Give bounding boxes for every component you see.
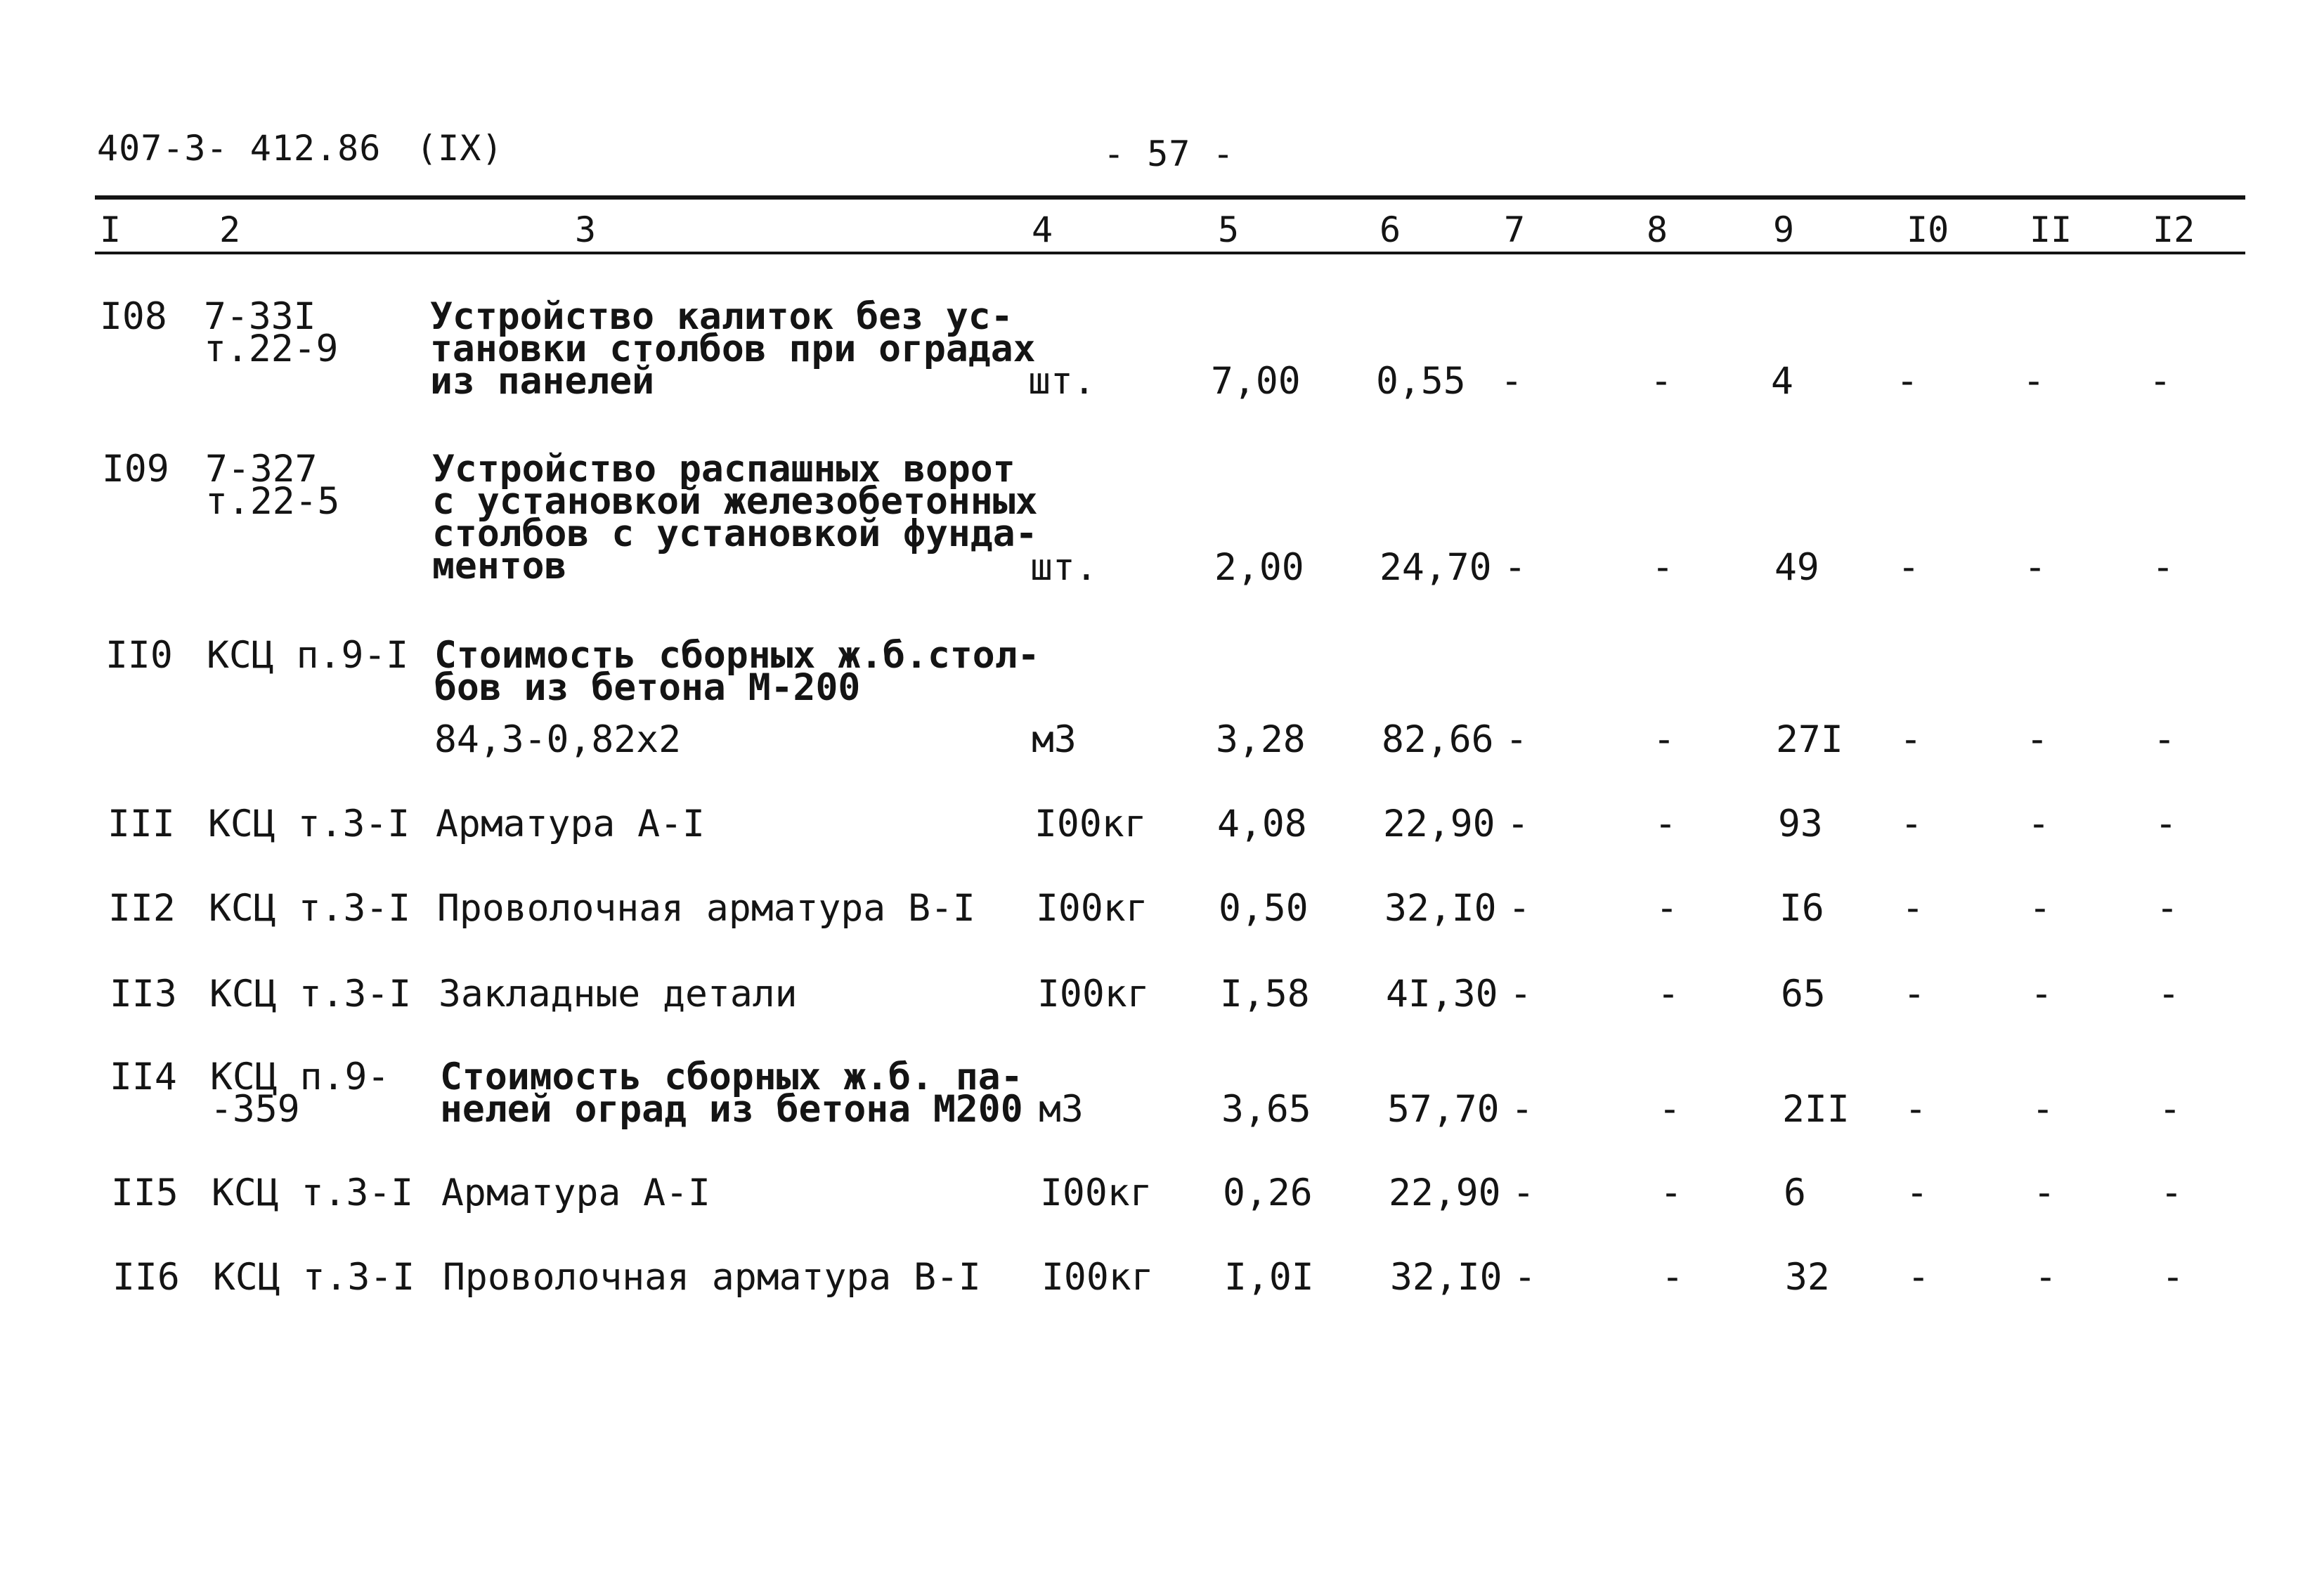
column-header-9: 9 — [1773, 209, 1795, 250]
row-col12: - — [2162, 1256, 2184, 1299]
row-code: 7-33I т.22-9 — [204, 295, 339, 370]
row-col7: - — [1500, 360, 1523, 403]
row-description: Арматура А-I — [436, 803, 705, 845]
row-unit: I00кг — [1040, 1172, 1153, 1214]
row-col12: - — [2152, 546, 2174, 589]
row-number: II5 — [111, 1172, 178, 1214]
row-description: Закладные детали — [439, 973, 798, 1015]
row-col11: - — [2026, 718, 2049, 761]
row-price: 4I,30 — [1386, 973, 1498, 1015]
row-col7: - — [1512, 1172, 1535, 1214]
column-header-5: 5 — [1218, 209, 1240, 250]
row-price: 22,90 — [1389, 1172, 1501, 1214]
row-unit: м3 — [1039, 1088, 1084, 1131]
row-col12: - — [2153, 718, 2176, 761]
column-header-2: 2 — [219, 209, 241, 250]
row-unit: I00кг — [1034, 803, 1147, 845]
row-quantity: 0,50 — [1219, 887, 1309, 930]
row-quantity: 0,26 — [1223, 1172, 1313, 1214]
column-header-6: 6 — [1380, 209, 1401, 250]
row-col11: - — [2030, 973, 2053, 1015]
row-code: КСЦ т.3-I — [209, 887, 411, 930]
row-col12: - — [2159, 1088, 2181, 1131]
row-number: II0 — [105, 634, 173, 677]
row-quantity: I,58 — [1220, 973, 1310, 1015]
row-unit: шт. — [1028, 360, 1096, 403]
row-col9: I6 — [1779, 887, 1824, 930]
row-col10: - — [1903, 973, 1926, 1015]
header-rule — [95, 252, 2245, 254]
row-col12: - — [2160, 1172, 2183, 1214]
column-header-1: I — [100, 209, 122, 250]
row-code: КСЦ т.3-I — [209, 973, 412, 1015]
row-description: Устройство распашных ворот с установкой железобетонных столбов с установкой фунда- ментов — [432, 448, 1038, 588]
row-price: 0,55 — [1376, 360, 1466, 403]
row-price: 82,66 — [1382, 718, 1494, 761]
row-col10: - — [1900, 718, 1922, 761]
row-col11: - — [2024, 546, 2046, 589]
row-col8: - — [1660, 1172, 1682, 1214]
column-header-11: II — [2030, 209, 2072, 250]
row-description: Устройство калиток без ус- тановки столбов при оградах из панелей — [430, 295, 1036, 403]
row-col8: - — [1657, 973, 1680, 1015]
row-description: Проволочная арматура В-I — [443, 1256, 981, 1299]
row-col9: 32 — [1785, 1256, 1830, 1299]
row-col11: - — [2027, 803, 2050, 845]
row-col8: - — [1656, 887, 1678, 930]
row-unit: I00кг — [1041, 1256, 1154, 1299]
page-number: - 57 - — [1103, 134, 1235, 174]
row-col12: - — [2149, 360, 2172, 403]
top-rule — [95, 195, 2245, 200]
row-quantity: 2,00 — [1214, 546, 1304, 589]
row-col10: - — [1902, 887, 1924, 930]
row-col9: 93 — [1778, 803, 1823, 845]
row-description: Стоимость сборных ж.б. па- нелей оград из бетона М200 — [440, 1056, 1023, 1131]
row-col11: - — [2029, 887, 2051, 930]
row-formula: 84,3-0,82x2 — [434, 718, 681, 761]
row-col12: - — [2156, 887, 2179, 930]
row-price: 24,70 — [1380, 546, 1492, 589]
row-col11: - — [2034, 1256, 2057, 1299]
row-number: II6 — [112, 1256, 180, 1299]
row-number: I08 — [100, 295, 167, 338]
row-number: III — [108, 803, 175, 845]
row-unit: м3 — [1032, 718, 1077, 761]
row-price: 22,90 — [1383, 803, 1495, 845]
row-quantity: 3,28 — [1216, 718, 1306, 761]
row-col8: - — [1658, 1088, 1681, 1131]
row-number: II2 — [108, 887, 176, 930]
row-col7: - — [1504, 546, 1526, 589]
row-col10: - — [1906, 1172, 1928, 1214]
row-description: Стоимость сборных ж.б.стол- бов из бетона М-200 — [434, 634, 1040, 709]
row-quantity: 4,08 — [1217, 803, 1307, 845]
row-code: 7-327 т.22-5 — [205, 448, 340, 523]
row-price: 57,70 — [1387, 1088, 1500, 1131]
column-header-3: 3 — [575, 209, 597, 250]
row-col8: - — [1651, 546, 1674, 589]
row-col11: - — [2033, 1172, 2056, 1214]
column-header-8: 8 — [1647, 209, 1668, 250]
row-code: КСЦ п.9-I — [207, 634, 409, 677]
row-col10: - — [1900, 803, 1923, 845]
row-code: КСЦ т.3-I — [213, 1256, 415, 1299]
row-description: Проволочная арматура В-I — [437, 887, 975, 930]
row-col8: - — [1654, 803, 1677, 845]
row-col12: - — [2155, 803, 2177, 845]
row-col8: - — [1661, 1256, 1684, 1299]
row-col10: - — [1907, 1256, 1930, 1299]
row-quantity: 7,00 — [1211, 360, 1301, 403]
row-number: I09 — [102, 448, 169, 491]
row-price: 32,I0 — [1390, 1256, 1502, 1299]
row-col10: - — [1904, 1088, 1927, 1131]
column-header-12: I2 — [2153, 209, 2195, 250]
row-code: КСЦ т.3-I — [212, 1172, 414, 1214]
row-col11: - — [2023, 360, 2045, 403]
row-col10: - — [1897, 546, 1920, 589]
row-code: КСЦ п.9- -359 — [210, 1056, 390, 1131]
row-unit: I00кг — [1037, 973, 1150, 1015]
row-col7: - — [1507, 803, 1529, 845]
column-header-7: 7 — [1504, 209, 1526, 250]
row-col10: - — [1896, 360, 1919, 403]
row-col9: 2II — [1782, 1088, 1850, 1131]
row-description: Арматура А-I — [441, 1172, 710, 1214]
row-quantity: I,0I — [1224, 1256, 1314, 1299]
column-header-4: 4 — [1032, 209, 1053, 250]
row-number: II3 — [110, 973, 177, 1015]
row-unit: I00кг — [1036, 887, 1148, 930]
document-code: 407-3- 412.86 — [97, 128, 382, 169]
row-price: 32,I0 — [1384, 887, 1497, 930]
column-header-10: I0 — [1907, 209, 1949, 250]
row-col7: - — [1508, 887, 1531, 930]
row-col9: 49 — [1774, 546, 1819, 589]
row-col7: - — [1514, 1256, 1536, 1299]
row-col7: - — [1510, 973, 1532, 1015]
row-col7: - — [1511, 1088, 1533, 1131]
row-col8: - — [1650, 360, 1673, 403]
row-col9: 6 — [1784, 1172, 1806, 1214]
row-col7: - — [1505, 718, 1528, 761]
section-label: (IX) — [416, 128, 504, 169]
row-number: II4 — [110, 1056, 177, 1098]
row-col11: - — [2032, 1088, 2054, 1131]
row-quantity: 3,65 — [1221, 1088, 1311, 1131]
row-col8: - — [1653, 718, 1675, 761]
row-col12: - — [2157, 973, 2180, 1015]
row-code: КСЦ т.3-I — [208, 803, 410, 845]
row-col9: 65 — [1781, 973, 1826, 1015]
row-unit: шт. — [1030, 546, 1098, 589]
row-col9: 4 — [1771, 360, 1793, 403]
row-col9: 27I — [1776, 718, 1843, 761]
